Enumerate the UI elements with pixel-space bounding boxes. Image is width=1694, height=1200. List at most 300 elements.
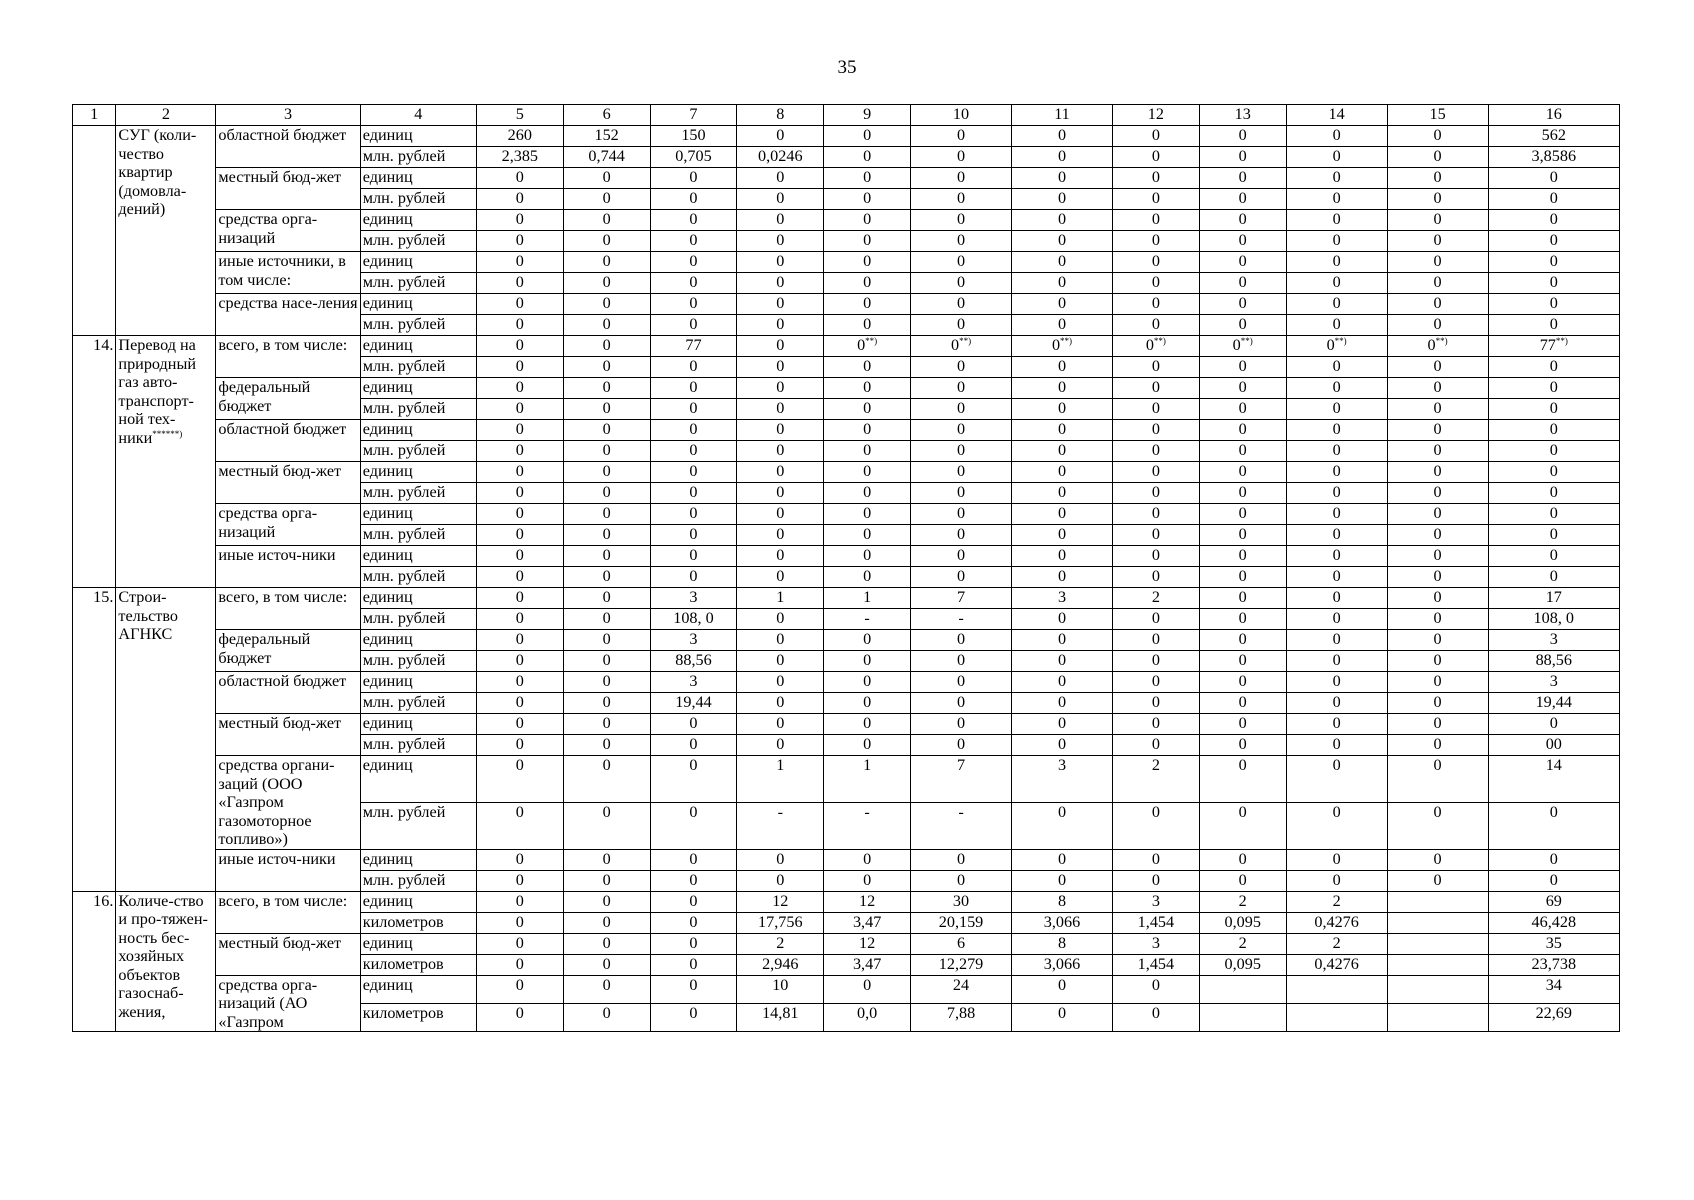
value-cell: 0 [650, 975, 737, 1003]
value-cell [1286, 1003, 1387, 1031]
value-cell: 0 [1199, 252, 1286, 273]
value-cell: 0 [1112, 483, 1199, 504]
value-cell: 1 [737, 756, 824, 803]
value-cell: 0 [650, 252, 737, 273]
value-cell: 0 [1112, 672, 1199, 693]
value-cell: 0 [1387, 210, 1488, 231]
value-cell: 0 [650, 315, 737, 336]
value-cell: 0 [737, 525, 824, 546]
value-cell: 0 [1286, 651, 1387, 672]
table-row [73, 672, 1620, 693]
value-cell: 0 [911, 231, 1012, 252]
value-cell: 0 [1199, 483, 1286, 504]
table-row [73, 933, 1620, 954]
value-cell [1387, 933, 1488, 954]
value-cell: 0 [1387, 252, 1488, 273]
value-cell: 0 [737, 294, 824, 315]
value-cell: 0 [1012, 735, 1113, 756]
value-cell: 0 [563, 546, 650, 567]
value-cell: 0 [1199, 294, 1286, 315]
value-cell: 0 [1112, 525, 1199, 546]
value-cell: 0 [1112, 504, 1199, 525]
value-cell: 0 [737, 252, 824, 273]
value-cell: 0 [1387, 630, 1488, 651]
value-cell: 0 [737, 483, 824, 504]
unit-cell: млн. рублей [360, 609, 476, 630]
value-cell: 0 [824, 849, 911, 870]
value-cell: 19,44 [1488, 693, 1619, 714]
unit-cell: единиц [360, 504, 476, 525]
value-cell: 0 [737, 273, 824, 294]
unit-cell: единиц [360, 630, 476, 651]
value-cell: 0 [1387, 609, 1488, 630]
value-cell: 0 [1387, 870, 1488, 891]
funding-source: областной бюджет [216, 420, 360, 462]
value-cell: 0 [476, 849, 563, 870]
value-cell: 0 [737, 378, 824, 399]
value-cell: 0 [650, 912, 737, 933]
value-cell: 0 [737, 735, 824, 756]
footnote-marker: **) [1153, 336, 1166, 346]
value-cell: 0 [1387, 588, 1488, 609]
section-number: 15. [73, 588, 116, 892]
value-cell: 0 [563, 273, 650, 294]
section-title: СУГ (коли-чество квартир (домовла-дений) [116, 126, 216, 336]
value-cell: 0 [1112, 189, 1199, 210]
value-cell: 0 [824, 714, 911, 735]
value-cell: 0 [476, 954, 563, 975]
value-cell: 8 [1012, 933, 1113, 954]
value-cell: 0,0246 [737, 147, 824, 168]
value-cell: 3 [1012, 588, 1113, 609]
value-cell: 0 [563, 609, 650, 630]
value-cell: 0 [1199, 693, 1286, 714]
value-cell: 0 [1012, 609, 1113, 630]
value-cell: 3 [1112, 933, 1199, 954]
value-cell: 0 [1286, 756, 1387, 803]
value-cell: 0 [737, 357, 824, 378]
value-cell: 20,159 [911, 912, 1012, 933]
value-cell: 0 [737, 462, 824, 483]
value-cell: 7 [911, 588, 1012, 609]
value-cell: 0 [1286, 420, 1387, 441]
value-cell: 0**) [1286, 336, 1387, 357]
unit-cell: млн. рублей [360, 357, 476, 378]
table-body [73, 105, 1620, 1032]
value-cell: 0 [476, 399, 563, 420]
value-cell: 0 [911, 567, 1012, 588]
value-cell: 46,428 [1488, 912, 1619, 933]
value-cell: 3 [1488, 672, 1619, 693]
value-cell: 0 [650, 954, 737, 975]
value-cell: 0 [737, 315, 824, 336]
value-cell: 0 [737, 504, 824, 525]
value-cell: 0 [563, 231, 650, 252]
value-cell: 0 [824, 483, 911, 504]
value-cell: 0 [1112, 975, 1199, 1003]
value-cell: 0 [737, 231, 824, 252]
value-cell: 0 [1286, 693, 1387, 714]
value-cell: 0 [1112, 126, 1199, 147]
value-cell: 0 [1387, 126, 1488, 147]
value-cell: 0 [1387, 441, 1488, 462]
value-cell: 0 [650, 399, 737, 420]
value-cell: 0 [1387, 504, 1488, 525]
value-cell: 0 [650, 891, 737, 912]
value-cell: 0 [1012, 672, 1113, 693]
value-cell: 0 [1488, 315, 1619, 336]
value-cell: 0 [1112, 849, 1199, 870]
value-cell: 0 [1387, 546, 1488, 567]
value-cell: 0 [911, 849, 1012, 870]
value-cell: 0 [1199, 168, 1286, 189]
value-cell: 0 [563, 975, 650, 1003]
value-cell: 0 [1387, 189, 1488, 210]
unit-cell: млн. рублей [360, 273, 476, 294]
table-row [73, 714, 1620, 735]
value-cell: 0 [737, 672, 824, 693]
value-cell: 17 [1488, 588, 1619, 609]
value-cell: 108, 0 [650, 609, 737, 630]
value-cell: 0 [476, 1003, 563, 1031]
value-cell: 0 [1199, 525, 1286, 546]
value-cell: 0 [1012, 546, 1113, 567]
value-cell: 0 [563, 672, 650, 693]
value-cell: 0 [476, 693, 563, 714]
value-cell: 0 [1012, 420, 1113, 441]
table-row [73, 168, 1620, 189]
value-cell: 0 [1112, 399, 1199, 420]
value-cell: 0 [1012, 630, 1113, 651]
value-cell: 3 [650, 588, 737, 609]
column-header: 9 [824, 105, 911, 126]
value-cell: 0 [650, 189, 737, 210]
value-cell: 0 [1286, 189, 1387, 210]
value-cell: 0 [476, 210, 563, 231]
column-header: 3 [216, 105, 360, 126]
column-header: 4 [360, 105, 476, 126]
value-cell: 0 [563, 294, 650, 315]
value-cell: 0 [1286, 609, 1387, 630]
value-cell: 0 [476, 567, 563, 588]
value-cell: 12 [824, 891, 911, 912]
value-cell: 0,0 [824, 1003, 911, 1031]
value-cell: 0 [1387, 651, 1488, 672]
table-row [73, 546, 1620, 567]
value-cell: 0 [476, 252, 563, 273]
section-title: Перевод на природный газ авто-транспорт-ной тех-ники******) [116, 336, 216, 588]
value-cell: 0 [1488, 420, 1619, 441]
value-cell: 0 [1112, 870, 1199, 891]
table-row [73, 378, 1620, 399]
value-cell: 0 [1112, 462, 1199, 483]
value-cell: 0 [650, 933, 737, 954]
column-header: 2 [116, 105, 216, 126]
unit-cell: единиц [360, 849, 476, 870]
value-cell: 562 [1488, 126, 1619, 147]
value-cell: 0 [1112, 567, 1199, 588]
value-cell: 0 [1112, 357, 1199, 378]
value-cell: 0 [911, 630, 1012, 651]
value-cell: 0 [650, 483, 737, 504]
value-cell: 0 [1286, 630, 1387, 651]
value-cell: 0 [476, 462, 563, 483]
value-cell: 0 [476, 609, 563, 630]
value-cell: 0 [1286, 714, 1387, 735]
value-cell: 0 [563, 315, 650, 336]
value-cell: 0 [1199, 147, 1286, 168]
value-cell: 0,744 [563, 147, 650, 168]
value-cell: 0 [1387, 802, 1488, 849]
value-cell: 0 [911, 672, 1012, 693]
value-cell: 0 [563, 849, 650, 870]
value-cell: 0 [1199, 462, 1286, 483]
value-cell: 0 [1199, 609, 1286, 630]
value-cell: 0 [1387, 378, 1488, 399]
value-cell: 0 [1012, 147, 1113, 168]
value-cell: 0**) [824, 336, 911, 357]
value-cell: 0 [1286, 870, 1387, 891]
value-cell: 0 [1387, 168, 1488, 189]
value-cell: 0 [563, 504, 650, 525]
value-cell: 0 [1286, 567, 1387, 588]
value-cell: 0 [824, 441, 911, 462]
value-cell: 0 [1286, 588, 1387, 609]
value-cell: 0 [1012, 210, 1113, 231]
funding-source: средства орга-низаций (АО «Газпром [216, 975, 360, 1032]
value-cell: 0 [1112, 147, 1199, 168]
value-cell: 0 [1199, 378, 1286, 399]
value-cell: 0 [1286, 672, 1387, 693]
value-cell: 0 [476, 975, 563, 1003]
column-header: 1 [73, 105, 116, 126]
value-cell: 0 [476, 651, 563, 672]
value-cell: 0 [824, 357, 911, 378]
value-cell: 0 [1199, 357, 1286, 378]
funding-source: местный бюд-жет [216, 714, 360, 756]
value-cell: 0 [1286, 441, 1387, 462]
unit-cell: единиц [360, 336, 476, 357]
table-row [73, 126, 1620, 147]
value-cell: 0 [824, 735, 911, 756]
value-cell: 0 [650, 546, 737, 567]
value-cell: 3 [650, 630, 737, 651]
unit-cell: единиц [360, 546, 476, 567]
table-row [73, 504, 1620, 525]
value-cell: 0 [563, 1003, 650, 1031]
value-cell: 0 [911, 420, 1012, 441]
funding-source: местный бюд-жет [216, 933, 360, 975]
value-cell: 0 [563, 802, 650, 849]
value-cell: 1,454 [1112, 912, 1199, 933]
footnote-marker: **) [959, 336, 972, 346]
value-cell: 0 [1488, 294, 1619, 315]
value-cell: 0 [1199, 630, 1286, 651]
value-cell: 0 [650, 168, 737, 189]
value-cell: 0 [650, 756, 737, 803]
footnote-marker: ******) [152, 428, 183, 439]
column-header: 5 [476, 105, 563, 126]
value-cell: 0 [1488, 378, 1619, 399]
value-cell: 0 [824, 870, 911, 891]
value-cell: 0 [1012, 483, 1113, 504]
value-cell: 0 [1488, 168, 1619, 189]
value-cell: 0 [1012, 168, 1113, 189]
value-cell: 0 [737, 126, 824, 147]
value-cell: 0 [1488, 231, 1619, 252]
column-header: 11 [1012, 105, 1113, 126]
unit-cell: млн. рублей [360, 441, 476, 462]
value-cell: 0 [824, 651, 911, 672]
value-cell: 0**) [911, 336, 1012, 357]
value-cell: 0 [1488, 273, 1619, 294]
section-title: Строи-тельство АГНКС [116, 588, 216, 892]
funding-source: федеральный бюджет [216, 630, 360, 672]
value-cell: 0 [476, 294, 563, 315]
value-cell: 0 [824, 672, 911, 693]
value-cell: 0 [476, 357, 563, 378]
value-cell: 0 [1199, 231, 1286, 252]
value-cell: 0 [1286, 483, 1387, 504]
table-row [73, 462, 1620, 483]
value-cell: 0 [1199, 735, 1286, 756]
column-header: 6 [563, 105, 650, 126]
value-cell: 0 [911, 525, 1012, 546]
value-cell: 0 [911, 735, 1012, 756]
value-cell: 0 [1387, 567, 1488, 588]
value-cell: 0 [911, 357, 1012, 378]
value-cell: 0 [1199, 802, 1286, 849]
value-cell: 2 [1286, 933, 1387, 954]
value-cell: - [824, 609, 911, 630]
value-cell: 0 [1199, 651, 1286, 672]
value-cell: 0 [476, 672, 563, 693]
value-cell: 0 [1387, 693, 1488, 714]
value-cell: 0 [563, 693, 650, 714]
value-cell: 0 [911, 462, 1012, 483]
unit-cell: млн. рублей [360, 189, 476, 210]
value-cell: 0 [1012, 294, 1113, 315]
value-cell: 2 [1286, 891, 1387, 912]
value-cell: 0 [737, 336, 824, 357]
value-cell: 0 [1286, 252, 1387, 273]
value-cell: 0 [911, 399, 1012, 420]
value-cell: 3 [650, 672, 737, 693]
value-cell [1387, 891, 1488, 912]
value-cell: 0 [1012, 378, 1113, 399]
value-cell: 0 [1199, 273, 1286, 294]
value-cell: 0 [824, 147, 911, 168]
value-cell: 30 [911, 891, 1012, 912]
value-cell: 0 [476, 525, 563, 546]
value-cell: 7 [911, 756, 1012, 803]
value-cell: 0 [824, 693, 911, 714]
value-cell: 0 [476, 273, 563, 294]
unit-cell: млн. рублей [360, 651, 476, 672]
value-cell: 0 [476, 870, 563, 891]
value-cell: 0 [911, 189, 1012, 210]
value-cell: 0 [1112, 1003, 1199, 1031]
funding-source: местный бюд-жет [216, 462, 360, 504]
header-row [73, 105, 1620, 126]
value-cell: 0 [563, 954, 650, 975]
value-cell: 0 [1199, 441, 1286, 462]
value-cell: 3,47 [824, 954, 911, 975]
value-cell: 0 [1112, 735, 1199, 756]
value-cell: 0 [650, 525, 737, 546]
value-cell: 0 [1012, 802, 1113, 849]
value-cell: 0 [1012, 714, 1113, 735]
value-cell: 0 [1112, 168, 1199, 189]
value-cell: 0 [563, 651, 650, 672]
value-cell: 0 [650, 1003, 737, 1031]
value-cell: 0 [1112, 273, 1199, 294]
value-cell: 0 [1112, 714, 1199, 735]
value-cell: 0 [1012, 1003, 1113, 1031]
value-cell: 0 [911, 651, 1012, 672]
value-cell: 0 [824, 231, 911, 252]
value-cell: 0 [1387, 357, 1488, 378]
unit-cell: млн. рублей [360, 399, 476, 420]
value-cell: 0 [1387, 231, 1488, 252]
value-cell: 0 [650, 849, 737, 870]
value-cell: 0,4276 [1286, 912, 1387, 933]
value-cell: 0 [650, 567, 737, 588]
table-row [73, 420, 1620, 441]
value-cell: 0 [476, 189, 563, 210]
value-cell [1387, 954, 1488, 975]
value-cell: 0 [476, 441, 563, 462]
value-cell: 0 [563, 357, 650, 378]
table-row [73, 891, 1620, 912]
value-cell: 0 [1012, 315, 1113, 336]
unit-cell: млн. рублей [360, 231, 476, 252]
funding-source: иные источ-ники [216, 849, 360, 891]
value-cell: 0 [911, 378, 1012, 399]
value-cell: 0 [563, 420, 650, 441]
value-cell: 0 [1387, 483, 1488, 504]
value-cell: 12 [824, 933, 911, 954]
value-cell: 0 [650, 378, 737, 399]
funding-source: всего, в том числе: [216, 588, 360, 630]
value-cell: 0 [1387, 849, 1488, 870]
value-cell: 0 [1199, 756, 1286, 803]
value-cell: 0 [650, 714, 737, 735]
value-cell: 23,738 [1488, 954, 1619, 975]
value-cell: 7,88 [911, 1003, 1012, 1031]
unit-cell: млн. рублей [360, 483, 476, 504]
value-cell: 0 [476, 336, 563, 357]
value-cell: 88,56 [650, 651, 737, 672]
value-cell: 0 [476, 588, 563, 609]
value-cell: 0 [476, 483, 563, 504]
column-header: 12 [1112, 105, 1199, 126]
value-cell: 0 [737, 546, 824, 567]
funding-source: средства орга-низаций [216, 504, 360, 546]
value-cell: 0 [824, 420, 911, 441]
unit-cell: единиц [360, 975, 476, 1003]
value-cell: 0 [1488, 462, 1619, 483]
unit-cell: единиц [360, 462, 476, 483]
unit-cell: единиц [360, 210, 476, 231]
value-cell: 0 [563, 870, 650, 891]
value-cell: 0 [1286, 462, 1387, 483]
value-cell [1286, 975, 1387, 1003]
value-cell: 0 [1199, 870, 1286, 891]
value-cell: 0 [476, 802, 563, 849]
budget-table [72, 104, 1620, 1032]
value-cell: 0 [1112, 231, 1199, 252]
